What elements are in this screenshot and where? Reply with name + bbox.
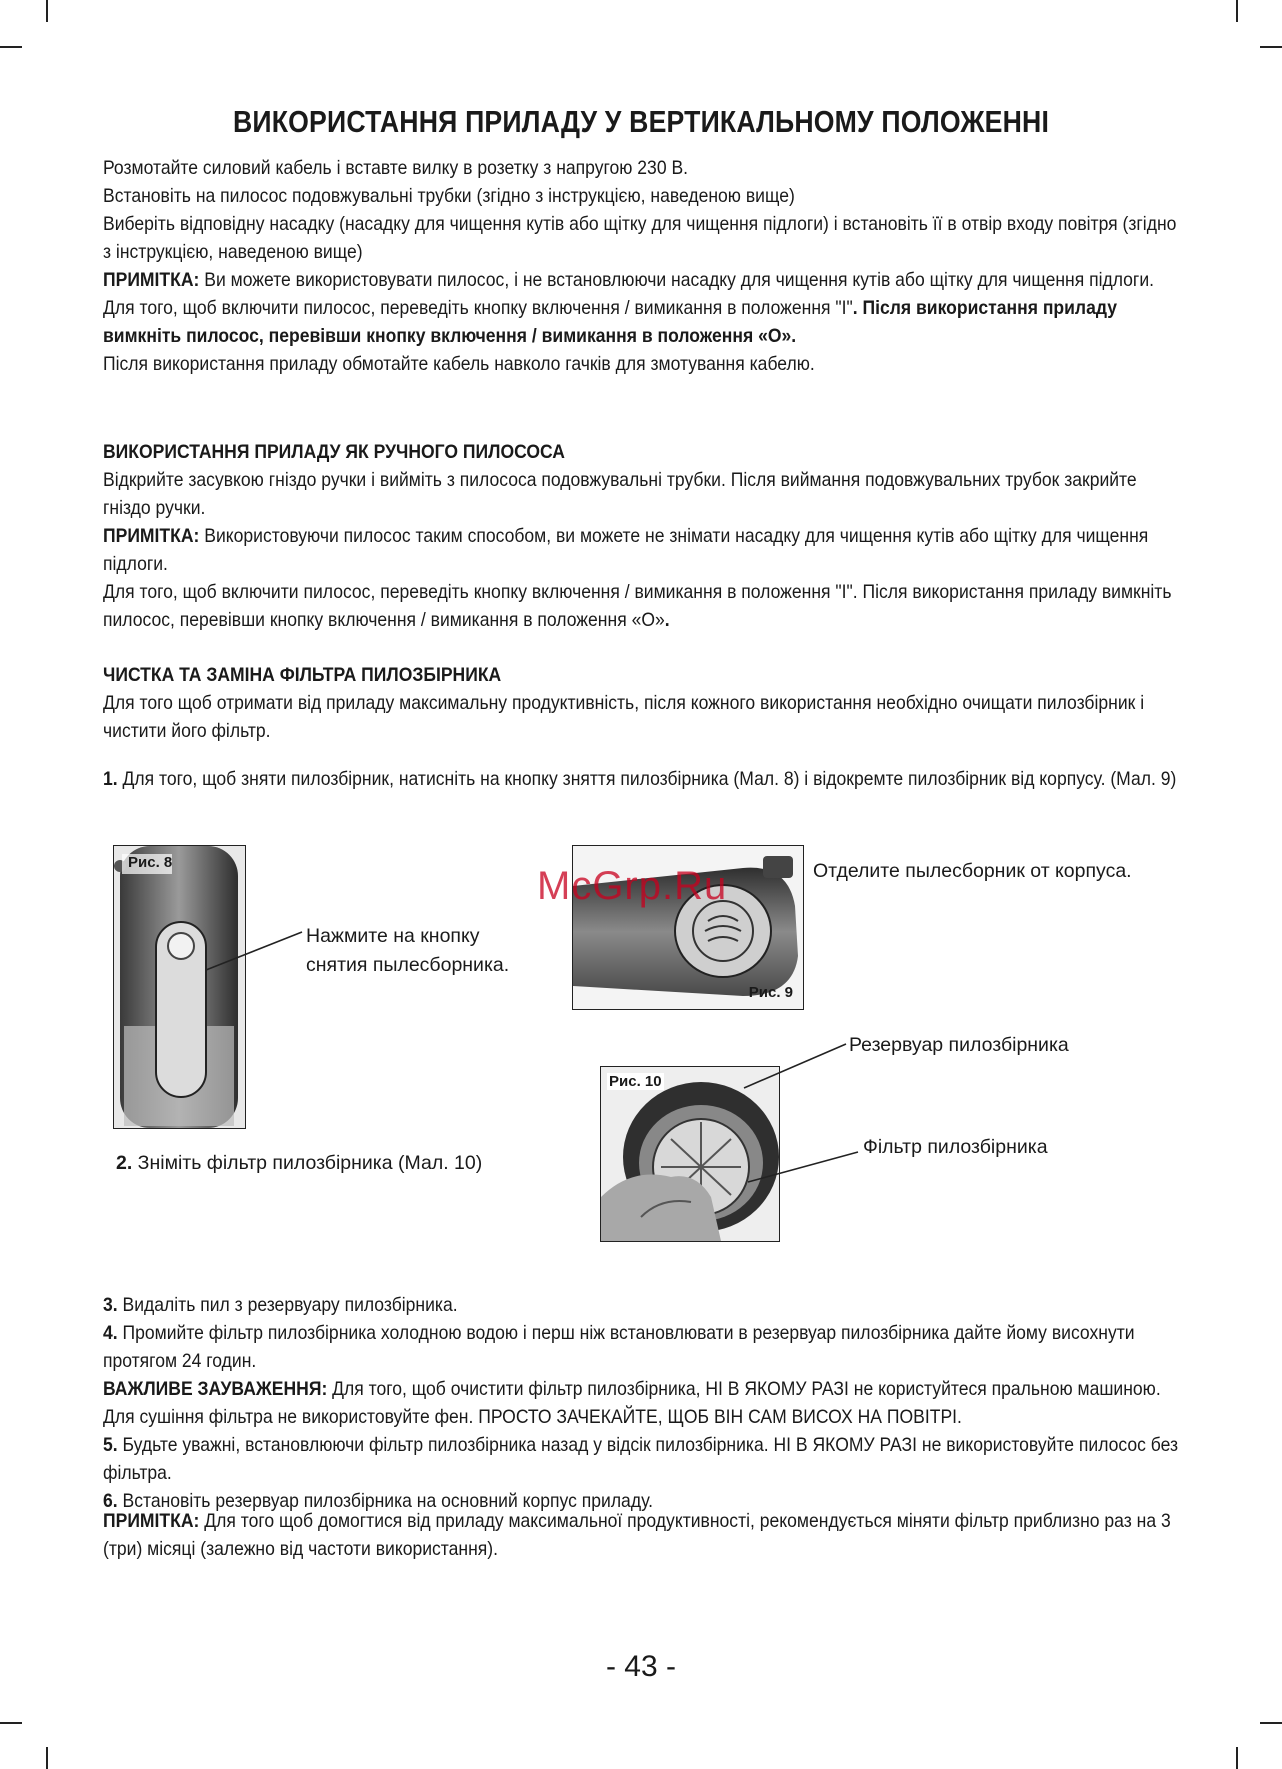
paragraph: Розмотайте силовий кабель і вставте вилку в розетку з напругою 230 В. (103, 157, 689, 179)
final-note (103, 1507, 1180, 1563)
paragraph: Виберіть відповідну насадку (насадку для чищення кутів або щітку для чищення підлоги) і встановіть її в отвір входу повітря (згідно з інструкцією, наведеною вище) (103, 213, 1177, 263)
crop-mark (1236, 0, 1238, 22)
step-6: 6. Встановіть резервуар пилозбірника на основний корпус приладу. (103, 1490, 653, 1512)
step-2: 2. Зніміть фільтр пилозбірника (Мал. 10) (116, 1152, 483, 1174)
crop-mark (46, 0, 48, 22)
crop-mark (0, 1722, 22, 1724)
figure-8-caption: Нажмите на кнопку снятия пылесборника. (306, 925, 510, 976)
figure-10-caption-top: Резервуар пилозбірника (849, 1034, 1069, 1056)
note-label: ПРИМІТКА: (103, 1510, 200, 1532)
paragraph: Відкрийте засувкою гніздо ручки і вийміть з пилососа подовжувальні трубки. Після виймання подовжувальних трубок закрийте гніздо ручки. (103, 469, 1137, 519)
note-text: Для того щоб домогтися від приладу максимальної продуктивності, рекомендується міняти фільтр приблизно раз на 3 (три) місяці (залежно від частоти використання). (103, 1510, 1171, 1560)
leader-line (200, 920, 310, 980)
figure-label: Рис. 9 (748, 984, 793, 1001)
paragraph: Встановіть на пилосос подовжувальні трубки (згідно з інструкцією, наведеною вище) (103, 185, 795, 207)
paragraph: Для того щоб отримати від приладу максимальну продуктивність, після кожного використання необхідно очищати пилозбірник і чистити його фільтр. (103, 692, 1145, 742)
watermark: McGrp.Ru (537, 864, 728, 908)
leader-line (740, 1030, 860, 1190)
figure-10-caption-bottom: Фільтр пилозбірника (863, 1136, 1048, 1158)
figure-label: Рис. 8 (128, 854, 173, 871)
vacuum-button-illustration (114, 846, 245, 1128)
paragraph: Для того, щоб включити пилосос, переведіть кнопку включення / вимикання в положення "I". Після використання приладу вимкніть пилосос, перевівши кнопку включення / вимикання в положення «O». (103, 581, 1172, 631)
step-5: 5. Будьте уважні, встановлюючи фільтр пилозбірника назад у відсік пилозбірника. НІ В ЯКОМУ РАЗІ не використовуйте пилосос без фільтра. (103, 1434, 1179, 1484)
note (103, 266, 1179, 294)
page-number: - 43 - (605, 1650, 677, 1683)
figure-9-caption: Отделите пылесборник от корпуса. (813, 860, 1132, 882)
cleaning-steps (103, 1291, 1180, 1515)
section-handheld-use (103, 438, 1180, 634)
section-heading: ВИКОРИСТАННЯ ПРИЛАДУ ЯК РУЧНОГО ПИЛОСОСА (103, 441, 565, 463)
crop-mark (46, 1747, 48, 1769)
page-title: ВИКОРИСТАННЯ ПРИЛАДУ У ВЕРТИКАЛЬНОМУ ПОЛОЖЕННІ (232, 104, 1050, 139)
crop-mark (1260, 1722, 1282, 1724)
crop-mark (1260, 46, 1282, 48)
step-3: 3. Видаліть пил з резервуару пилозбірника. (103, 1294, 458, 1316)
crop-mark (1236, 1747, 1238, 1769)
paragraph: Для того, щоб включити пилосос, переведіть кнопку включення / вимикання в положення "I". Після використання приладу вимкніть пилосос, перевівши кнопку включення / вимикання в положення «O». (103, 297, 1117, 347)
step-1: 1. Для того, щоб зняти пилозбірник, натисніть на кнопку зняття пилозбірника (Мал. 8) і відокремте пилозбірник від корпусу. (Мал. 9) (103, 768, 1177, 790)
note (103, 522, 1179, 578)
step-4: 4. Промийте фільтр пилозбірника холодною водою і перш ніж встановлювати в резервуар пилозбірника дайте йому висохнути протягом 24 годин. (103, 1322, 1135, 1372)
section-filter-cleaning (103, 661, 1180, 793)
paragraph: Після використання приладу обмотайте кабель навколо гачків для змотування кабелю. (103, 353, 815, 375)
figure-label: Рис. 10 (609, 1073, 662, 1090)
figure-8-image (113, 845, 246, 1129)
section-vertical-use (103, 154, 1180, 378)
note-text: Ви можете використовувати пилосос, і не встановлюючи насадку для чищення кутів або щітку для чищення підлоги. (199, 269, 1155, 291)
note-label: ПРИМІТКА: (103, 525, 200, 547)
note-label: ПРИМІТКА: (103, 269, 200, 291)
note-text: Використовуючи пилосос таким способом, ви можете не знімати насадку для чищення кутів або щітку для чищення підлоги. (103, 525, 1149, 575)
section-heading: ЧИСТКА ТА ЗАМІНА ФІЛЬТРА ПИЛОЗБІРНИКА (103, 664, 502, 686)
important-note: ВАЖЛИВЕ ЗАУВАЖЕННЯ: Для того, щоб очистити фільтр пилозбірника, НІ В ЯКОМУ РАЗІ не користуйтеся пральною машиною. Для сушіння фільтра не використовуйте фен. ПРОСТО ЗАЧЕКАЙТЕ, ЩОБ ВІН САМ ВИСОХ НА ПОВІТРІ. (103, 1378, 1161, 1428)
crop-mark (0, 46, 22, 48)
